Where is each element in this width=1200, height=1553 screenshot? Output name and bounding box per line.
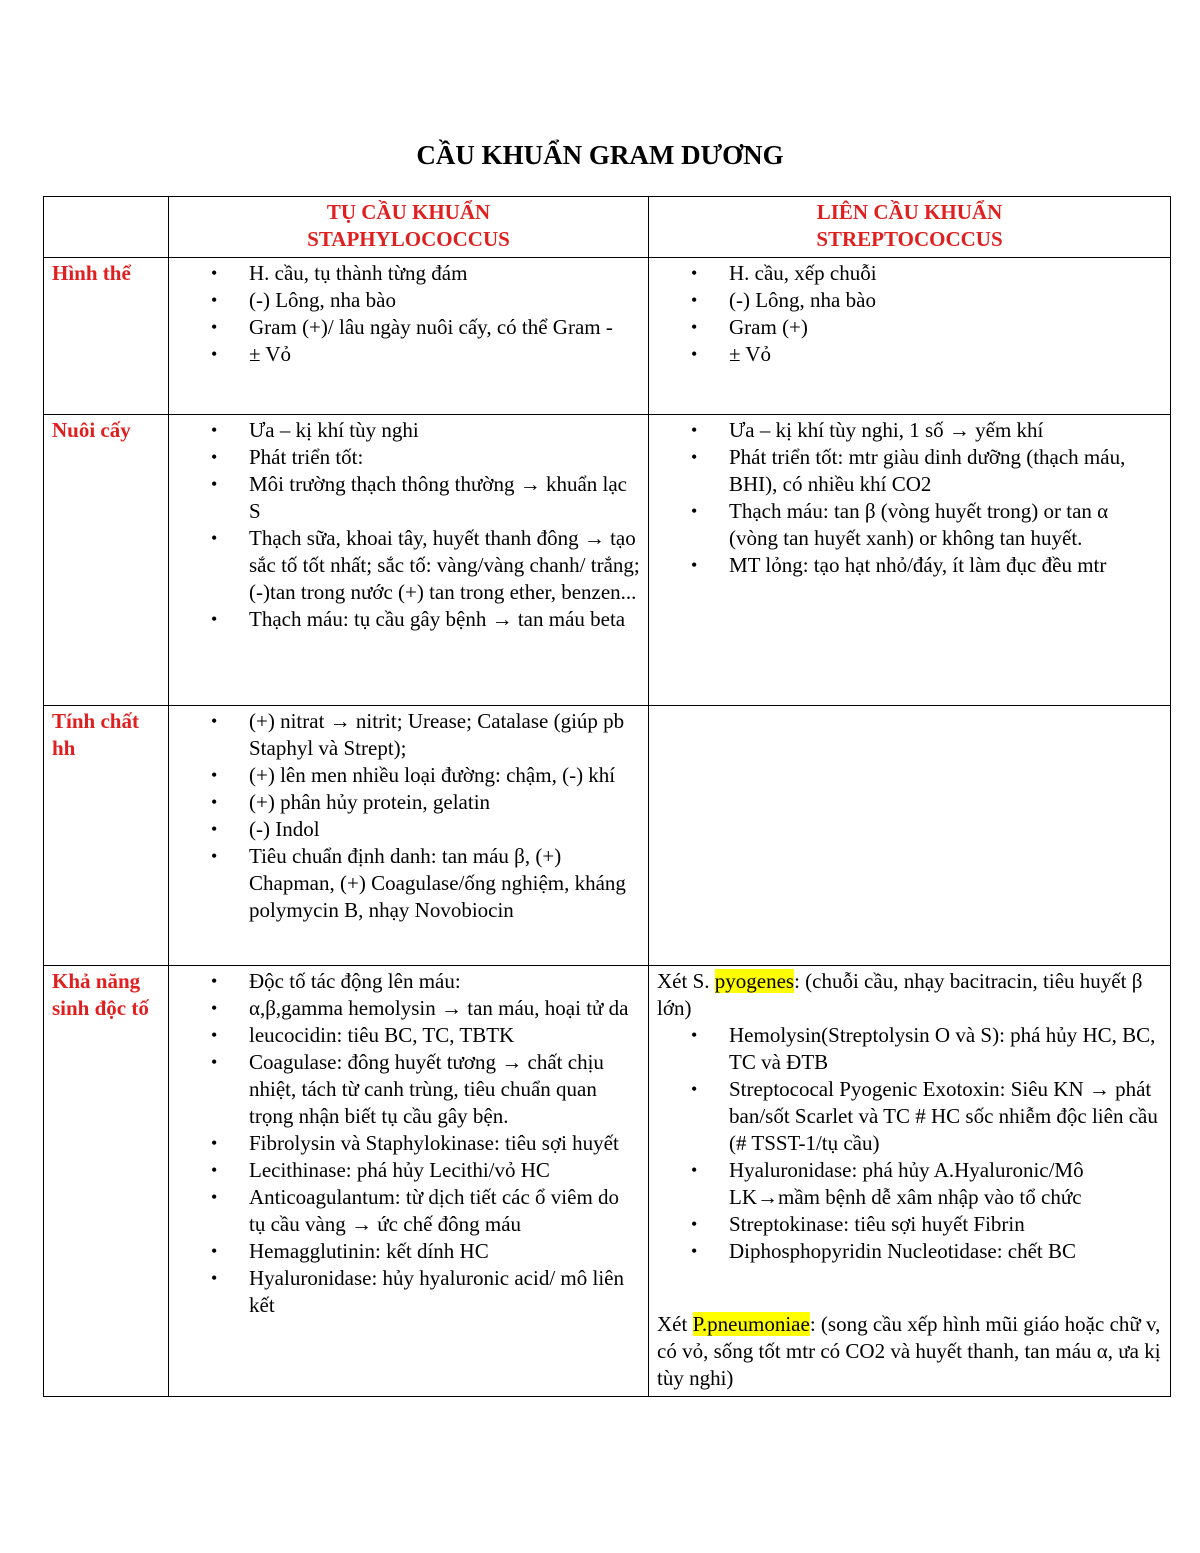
row-label-doc-to: Khả năng sinh độc tố: [44, 966, 169, 1397]
list-item: • (-) Lông, nha bào: [249, 287, 640, 314]
list-item: • Ưa – kị khí tùy nghi: [249, 417, 640, 444]
table-header-row: [44, 197, 1171, 258]
list-item: • MT lỏng: tạo hạt nhỏ/đáy, ít làm đục đều mtr: [729, 552, 1162, 579]
list-item: • Hyaluronidase: phá hủy A.Hyaluronic/Mô LK→mầm bệnh dễ xâm nhập vào tổ chức: [729, 1157, 1162, 1211]
header-staph-name-vn: TỤ CẦU KHUẨN: [326, 200, 491, 224]
pneumoniae-highlight: P.pneumoniae: [692, 1312, 810, 1336]
list-item: • H. cầu, tụ thành từng đám: [249, 260, 640, 287]
list-item: • Hyaluronidase: hủy hyaluronic acid/ mô liên kết: [249, 1265, 640, 1319]
cell-staph-nuoi-cay: [169, 415, 649, 706]
comparison-table: [43, 196, 1171, 1397]
list-item: • (+) nitrat → nitrit; Urease; Catalase (giúp pb Staphyl và Strept);: [249, 708, 640, 762]
document-title: CẦU KHUẨN GRAM DƯƠNG: [416, 140, 784, 170]
list-item: • Lecithinase: phá hủy Lecithi/vỏ HC: [249, 1157, 640, 1184]
list-item: • Streptococal Pyogenic Exotoxin: Siêu KN → phát ban/sốt Scarlet và TC # HC sốc nhiễm độc liên cầu (# TSST-1/tụ cầu): [729, 1076, 1162, 1157]
list-item: • Ưa – kị khí tùy nghi, 1 số → yếm khí: [729, 417, 1162, 444]
header-streptococcus: [649, 197, 1171, 258]
header-staph-name-latin: STAPHYLOCOCCUS: [307, 227, 510, 251]
header-staphylococcus: [169, 197, 649, 258]
cell-staph-doc-to: [169, 966, 649, 1397]
list-item: • leucocidin: tiêu BC, TC, TBTK: [249, 1022, 640, 1049]
list-item: • ± Vỏ: [729, 341, 1162, 368]
list-item: • Streptokinase: tiêu sợi huyết Fibrin: [729, 1211, 1162, 1238]
list-item: • Gram (+): [729, 314, 1162, 341]
list-item: • Môi trường thạch thông thường → khuẩn lạc S: [249, 471, 640, 525]
list-item: • Anticoagulantum: từ dịch tiết các ổ viêm do tụ cầu vàng → ức chế đông máu: [249, 1184, 640, 1238]
table-row-hinh-the: [44, 258, 1171, 415]
list-item: • (-) Lông, nha bào: [729, 287, 1162, 314]
list-item: • Gram (+)/ lâu ngày nuôi cấy, có thể Gram -: [249, 314, 640, 341]
pyogenes-prefix: Xét S.: [657, 969, 715, 993]
cell-staph-hinh-the: [169, 258, 649, 415]
list-item: • H. cầu, xếp chuỗi: [729, 260, 1162, 287]
list-item: • Diphosphopyridin Nucleotidase: chết BC: [729, 1238, 1162, 1265]
cell-strep-hinh-the: [649, 258, 1171, 415]
cell-strep-tinh-chat-empty: [649, 706, 1171, 966]
list-item: • Tiêu chuẩn định danh: tan máu β, (+) Chapman, (+) Coagulase/ống nghiệm, kháng polymycin B, nhạy Novobiocin: [249, 843, 640, 924]
list-item: • α,β,gamma hemolysin → tan máu, hoại tử da: [249, 995, 640, 1022]
table-row-nuoi-cay: [44, 415, 1171, 706]
list-item: • ± Vỏ: [249, 341, 640, 368]
pyogenes-highlight: pyogenes: [714, 969, 795, 993]
table-row-tinh-chat: [44, 706, 1171, 966]
table-row-doc-to: [44, 966, 1171, 1397]
pyogenes-intro: [657, 968, 1162, 1022]
pneumoniae-paragraph: [657, 1311, 1162, 1392]
list-item: • (+) lên men nhiều loại đường: chậm, (-) khí: [249, 762, 640, 789]
pneumoniae-prefix: Xét: [657, 1312, 693, 1336]
list-item: • Hemagglutinin: kết dính HC: [249, 1238, 640, 1265]
list-item: • Thạch máu: tụ cầu gây bệnh → tan máu beta: [249, 606, 640, 633]
header-empty-cell: [44, 197, 169, 258]
list-item: • Fibrolysin và Staphylokinase: tiêu sợi huyết: [249, 1130, 640, 1157]
list-item: • Phát triển tốt: mtr giàu dinh dưỡng (thạch máu, BHI), có nhiều khí CO2: [729, 444, 1162, 498]
list-item: • Coagulase: đông huyết tương → chất chịu nhiệt, tách từ canh trùng, tiêu chuẩn quan trọng nhận biết tụ cầu gây bện.: [249, 1049, 640, 1130]
list-item: • (-) Indol: [249, 816, 640, 843]
list-item: • (+) phân hủy protein, gelatin: [249, 789, 640, 816]
row-label-tinh-chat: Tính chất hh: [44, 706, 169, 966]
list-item: • Hemolysin(Streptolysin O và S): phá hủy HC, BC, TC và ĐTB: [729, 1022, 1162, 1076]
list-item: • Độc tố tác động lên máu:: [249, 968, 640, 995]
pneumoniae-suffix: : (song cầu xếp hình mũi giáo hoặc chữ v, có vỏ, sống tốt mtr có CO2 và huyết thanh, tan máu α, ưa kị tùy nghi): [657, 1312, 1161, 1390]
pyogenes-suffix: : (chuỗi cầu, nhạy bacitracin, tiêu huyết β lớn): [657, 969, 1143, 1020]
row-label-nuoi-cay: Nuôi cấy: [44, 415, 169, 706]
spacer: [657, 1265, 1162, 1311]
list-item: • Thạch sữa, khoai tây, huyết thanh đông → tạo sắc tố tốt nhất; sắc tố: vàng/vàng chanh/ trắng; (-)tan trong nước (+) tan trong ether, benzen...: [249, 525, 640, 606]
list-item: • Phát triển tốt:: [249, 444, 640, 471]
header-strep-name-latin: STREPTOCOCCUS: [816, 227, 1003, 251]
cell-strep-doc-to: [649, 966, 1171, 1397]
list-item: • Thạch máu: tan β (vòng huyết trong) or tan α (vòng tan huyết xanh) or không tan huyết.: [729, 498, 1162, 552]
cell-staph-tinh-chat: [169, 706, 649, 966]
header-strep-name-vn: LIÊN CẦU KHUẨN: [816, 200, 1003, 224]
cell-strep-nuoi-cay: [649, 415, 1171, 706]
row-label-hinh-the: Hình thể: [44, 258, 169, 415]
